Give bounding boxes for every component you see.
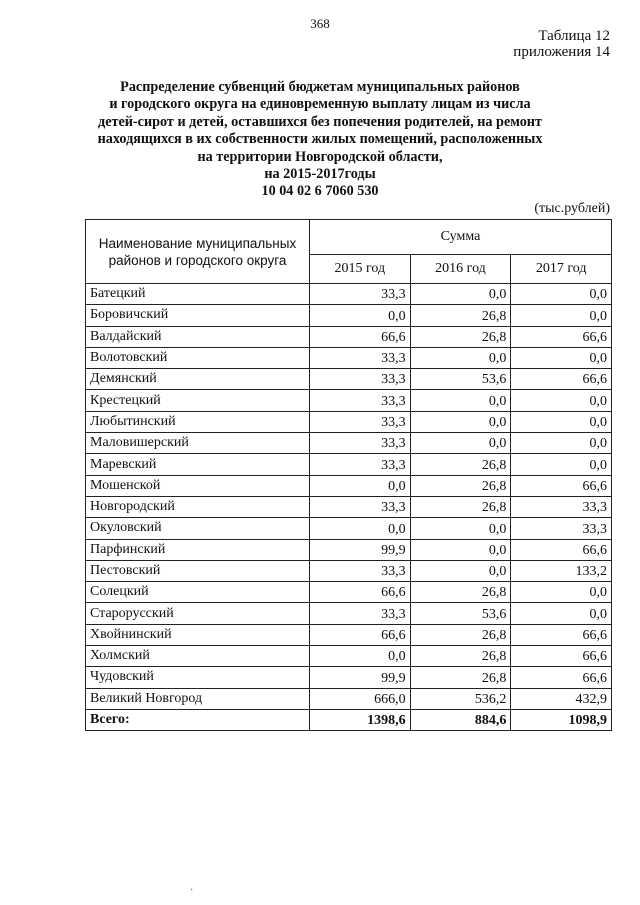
title-line: и городского округа на единовременную выплату лицам из числа	[109, 96, 531, 113]
value-2016-cell: 26,8	[410, 624, 511, 645]
value-2016-cell: 0,0	[410, 411, 511, 432]
district-name-cell: Солецкий	[86, 582, 310, 603]
value-2017-cell: 33,3	[511, 496, 612, 517]
district-name-cell: Валдайский	[86, 326, 310, 347]
district-name-cell: Демянский	[86, 369, 310, 390]
value-2015-cell: 0,0	[310, 475, 411, 496]
header-year-2016: 2016 год	[410, 255, 511, 284]
value-2016-cell: 26,8	[410, 305, 511, 326]
value-2015-cell: 66,6	[310, 326, 411, 347]
table-row	[86, 624, 612, 645]
district-name-cell: Окуловский	[86, 518, 310, 539]
table-row	[86, 369, 612, 390]
footer-mark: ·	[190, 885, 194, 896]
table-row	[86, 603, 612, 624]
value-2015-cell: 33,3	[310, 433, 411, 454]
value-2017-cell: 0,0	[511, 454, 612, 475]
table-row	[86, 411, 612, 432]
table-row	[86, 496, 612, 517]
value-2017-cell: 0,0	[511, 411, 612, 432]
value-2015-cell: 33,3	[310, 369, 411, 390]
value-2015-cell: 33,3	[310, 411, 411, 432]
value-2017-cell: 66,6	[511, 475, 612, 496]
title-line: Распределение субвенций бюджетам муниципальных районов	[120, 79, 520, 95]
value-2016-cell: 26,8	[410, 326, 511, 347]
table-row	[86, 582, 612, 603]
table-row	[86, 433, 612, 454]
table-row	[86, 518, 612, 539]
table-row	[86, 347, 612, 368]
value-2017-cell: 1098,9	[511, 709, 612, 730]
value-2015-cell: 666,0	[310, 688, 411, 709]
header-year-2017: 2017 год	[511, 255, 612, 284]
value-2017-cell: 66,6	[511, 624, 612, 645]
title-line: детей-сирот и детей, оставшихся без попечения родителей, на ремонт	[98, 113, 542, 130]
value-2015-cell: 33,3	[310, 496, 411, 517]
title-line: 10 04 02 6 7060 530	[261, 183, 379, 200]
table-body	[86, 284, 612, 731]
value-2016-cell: 53,6	[410, 369, 511, 390]
value-2017-cell: 0,0	[511, 582, 612, 603]
district-name-cell: Волотовский	[86, 347, 310, 368]
title-line: находящихся в их собственности жилых помещений, расположенных	[97, 131, 543, 148]
value-2016-cell: 884,6	[410, 709, 511, 730]
district-name-cell: Холмский	[86, 646, 310, 667]
value-2016-cell: 0,0	[410, 347, 511, 368]
value-2017-cell: 0,0	[511, 603, 612, 624]
district-name-cell: Крестецкий	[86, 390, 310, 411]
value-2015-cell: 66,6	[310, 582, 411, 603]
title-line: на 2015-2017годы	[264, 166, 376, 183]
district-name-cell: Всего:	[86, 709, 310, 730]
table-reference	[513, 28, 610, 60]
value-2016-cell: 26,8	[410, 496, 511, 517]
value-2017-cell: 33,3	[511, 518, 612, 539]
district-name-cell: Парфинский	[86, 539, 310, 560]
district-name-cell: Любытинский	[86, 411, 310, 432]
district-name-cell: Пестовский	[86, 560, 310, 581]
value-2015-cell: 33,3	[310, 603, 411, 624]
value-2016-cell: 0,0	[410, 433, 511, 454]
table-row	[86, 667, 612, 688]
district-name-cell: Новгородский	[86, 496, 310, 517]
value-2016-cell: 0,0	[410, 560, 511, 581]
district-name-cell: Хвойнинский	[86, 624, 310, 645]
value-2017-cell: 66,6	[511, 326, 612, 347]
district-name-cell: Маловишерский	[86, 433, 310, 454]
district-name-cell: Старорусский	[86, 603, 310, 624]
table-ref-line1: Таблица 12	[538, 28, 610, 44]
table-row	[86, 390, 612, 411]
unit-note: (тыс.рублей)	[534, 201, 610, 216]
value-2015-cell: 66,6	[310, 624, 411, 645]
value-2016-cell: 26,8	[410, 667, 511, 688]
value-2016-cell: 0,0	[410, 390, 511, 411]
table-row	[86, 475, 612, 496]
value-2015-cell: 0,0	[310, 518, 411, 539]
value-2015-cell: 99,9	[310, 667, 411, 688]
value-2015-cell: 33,3	[310, 390, 411, 411]
district-name-cell: Великий Новгород	[86, 688, 310, 709]
table-row	[86, 688, 612, 709]
value-2017-cell: 133,2	[511, 560, 612, 581]
table-row	[86, 326, 612, 347]
district-name-cell: Боровичский	[86, 305, 310, 326]
value-2015-cell: 33,3	[310, 347, 411, 368]
value-2016-cell: 536,2	[410, 688, 511, 709]
value-2015-cell: 33,3	[310, 454, 411, 475]
value-2016-cell: 26,8	[410, 454, 511, 475]
table-row	[86, 560, 612, 581]
district-name-cell: Мошенской	[86, 475, 310, 496]
value-2017-cell: 66,6	[511, 369, 612, 390]
value-2016-cell: 26,8	[410, 646, 511, 667]
page-number: 368	[310, 16, 330, 31]
value-2016-cell: 26,8	[410, 475, 511, 496]
district-name-cell: Чудовский	[86, 667, 310, 688]
total-row	[86, 709, 612, 730]
value-2017-cell: 66,6	[511, 667, 612, 688]
table-row	[86, 539, 612, 560]
value-2016-cell: 26,8	[410, 582, 511, 603]
value-2017-cell: 0,0	[511, 284, 612, 305]
value-2017-cell: 66,6	[511, 646, 612, 667]
value-2015-cell: 33,3	[310, 560, 411, 581]
district-name-cell: Маревский	[86, 454, 310, 475]
value-2015-cell: 99,9	[310, 539, 411, 560]
table-row	[86, 305, 612, 326]
document-title	[70, 79, 570, 201]
value-2017-cell: 0,0	[511, 433, 612, 454]
value-2015-cell: 0,0	[310, 646, 411, 667]
value-2015-cell: 33,3	[310, 284, 411, 305]
table-row	[86, 284, 612, 305]
table-ref-line2: приложения 14	[513, 44, 610, 60]
value-2017-cell: 0,0	[511, 305, 612, 326]
subvention-table	[85, 219, 612, 731]
table-row	[86, 454, 612, 475]
header-sum: Сумма	[310, 220, 612, 255]
value-2015-cell: 0,0	[310, 305, 411, 326]
value-2016-cell: 53,6	[410, 603, 511, 624]
value-2017-cell: 0,0	[511, 390, 612, 411]
value-2016-cell: 0,0	[410, 539, 511, 560]
value-2015-cell: 1398,6	[310, 709, 411, 730]
value-2017-cell: 0,0	[511, 347, 612, 368]
table-row	[86, 646, 612, 667]
value-2016-cell: 0,0	[410, 518, 511, 539]
value-2017-cell: 66,6	[511, 539, 612, 560]
title-line: на территории Новгородской области,	[197, 148, 443, 165]
header-name: Наименование муниципальных районов и городского округа	[86, 220, 310, 284]
district-name-cell: Батецкий	[86, 284, 310, 305]
value-2016-cell: 0,0	[410, 284, 511, 305]
value-2017-cell: 432,9	[511, 688, 612, 709]
header-year-2015: 2015 год	[310, 255, 411, 284]
